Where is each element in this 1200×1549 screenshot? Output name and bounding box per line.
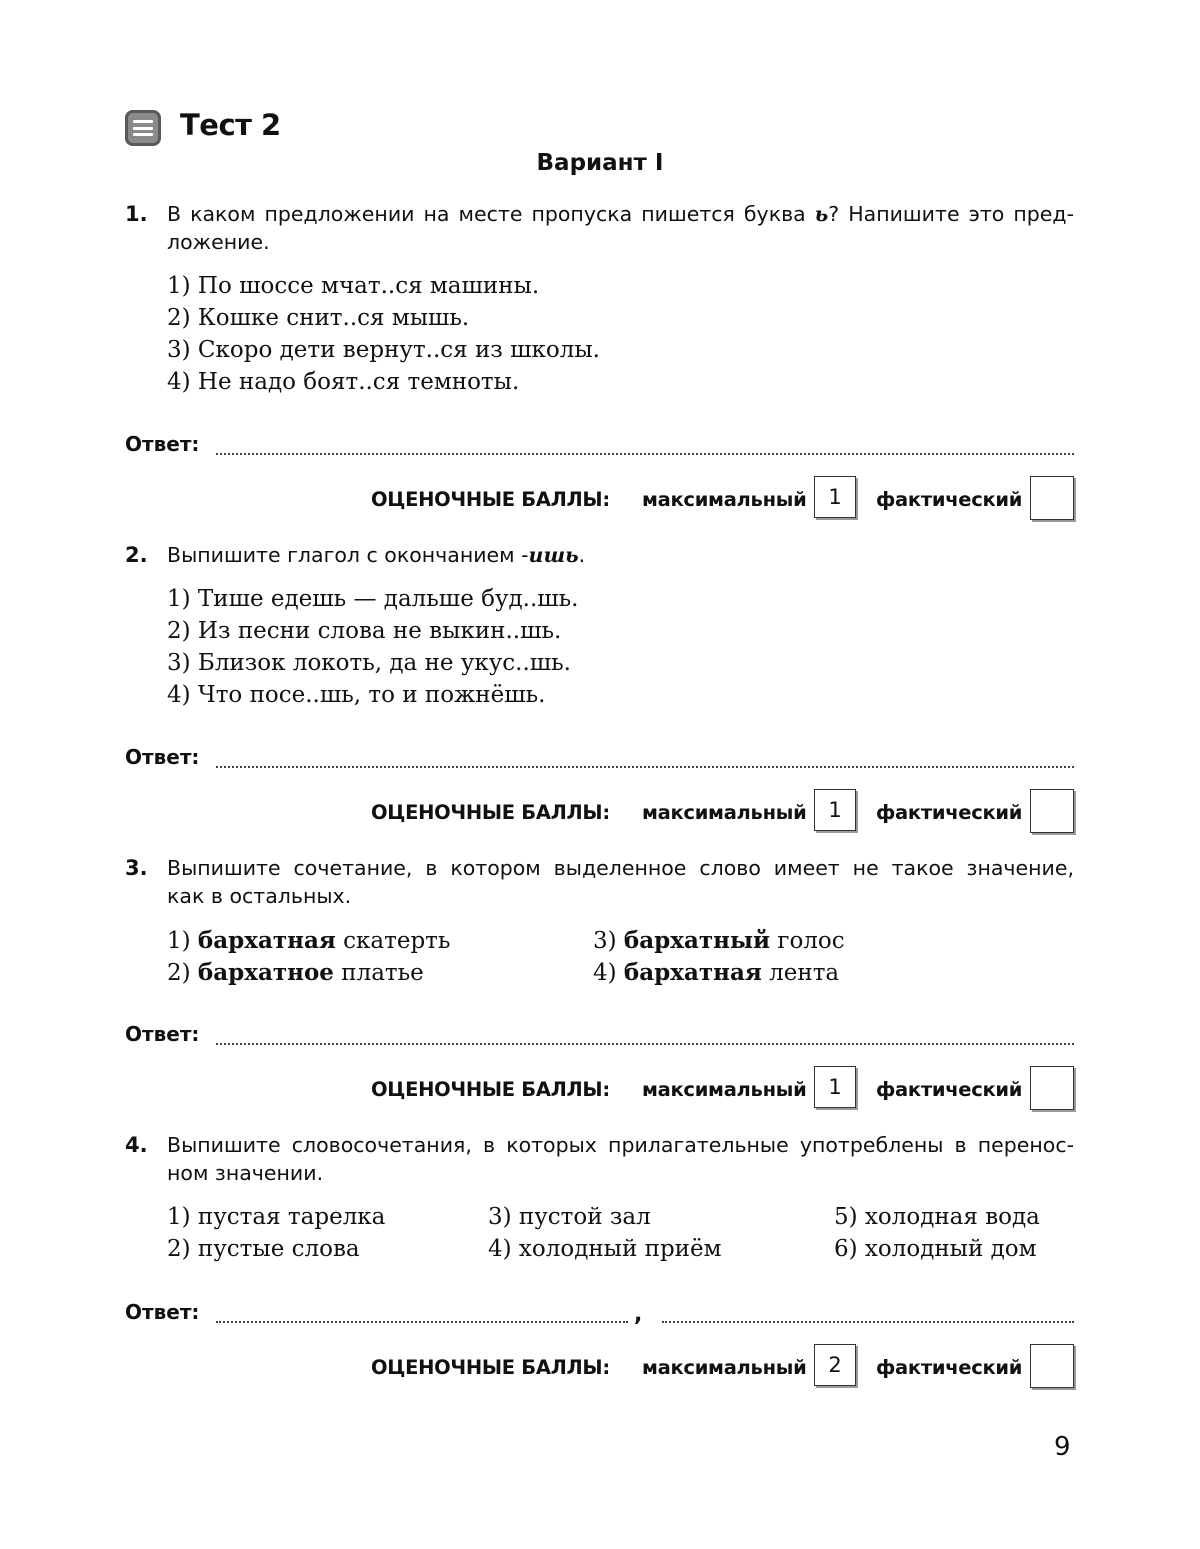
question-3-number: 3. — [125, 856, 148, 880]
page-number: 9 — [1054, 1432, 1071, 1462]
question-4-option-3: 3) пустой зал — [488, 1204, 651, 1230]
fact-score-label: фактический — [876, 1078, 1023, 1101]
question-2-text: Выпишите глагол с окончанием -ишь. — [167, 543, 586, 567]
question-2-scores — [0, 789, 1200, 835]
max-score-label: максимальный — [642, 488, 807, 511]
fact-score-box[interactable] — [1030, 789, 1074, 833]
question-3-option-4: 4) бархатная лента — [593, 959, 840, 986]
question-4-text: Выпишите словосочетания, в которых прилагательные употреблены в перенос- ном значении. — [167, 1133, 1074, 1185]
question-4-option-2: 2) пустые слова — [167, 1236, 360, 1262]
question-4-answer-line-2[interactable] — [662, 1321, 1074, 1323]
question-1-scores — [0, 476, 1200, 522]
max-score-label: максимальный — [642, 801, 807, 824]
test-list-icon — [125, 110, 161, 146]
question-2-answer-line[interactable] — [216, 766, 1074, 768]
question-3-answer-line[interactable] — [216, 1043, 1074, 1045]
question-4-answer-label: Ответ: — [125, 1300, 200, 1324]
question-3-text: Выпишите сочетание, в котором выделенное слово имеет не такое значение, как в остальных. — [167, 856, 1074, 908]
question-1-number: 1. — [125, 202, 148, 226]
answer-separator: , — [634, 1302, 643, 1327]
question-1-option-4: 4) Не надо боят..ся темноты. — [167, 369, 520, 395]
fact-score-label: фактический — [876, 1356, 1023, 1379]
max-score-label: максимальный — [642, 1356, 807, 1379]
question-2-option-1: 1) Тише едешь — дальше буд..шь. — [167, 586, 579, 612]
scores-label: ОЦЕНОЧНЫЕ БАЛЛЫ: — [371, 1356, 610, 1379]
question-1-answer-label: Ответ: — [125, 432, 200, 456]
fact-score-box[interactable] — [1030, 1066, 1074, 1110]
question-4-option-1: 1) пустая тарелка — [167, 1204, 386, 1230]
scores-label: ОЦЕНОЧНЫЕ БАЛЛЫ: — [371, 801, 610, 824]
question-2-option-4: 4) Что посе..шь, то и пожнёшь. — [167, 682, 546, 708]
variant-title: Вариант I — [536, 150, 664, 176]
question-4-scores — [0, 1344, 1200, 1390]
max-score-box: 1 — [814, 476, 856, 518]
max-score-box: 2 — [814, 1344, 856, 1386]
question-1-option-2: 2) Кошке снит..ся мышь. — [167, 305, 470, 331]
question-2-option-2: 2) Из песни слова не выкин..шь. — [167, 618, 562, 644]
question-3-answer-label: Ответ: — [125, 1022, 200, 1046]
fact-score-label: фактический — [876, 488, 1023, 511]
question-3-scores — [0, 1066, 1200, 1112]
test-title: Тест 2 — [180, 108, 281, 142]
fact-score-box[interactable] — [1030, 476, 1074, 520]
question-4-option-6: 6) холодный дом — [834, 1236, 1037, 1262]
question-4-number: 4. — [125, 1133, 148, 1157]
scores-label: ОЦЕНОЧНЫЕ БАЛЛЫ: — [371, 1078, 610, 1101]
question-1-answer-line[interactable] — [216, 453, 1074, 455]
question-1-option-3: 3) Скоро дети вернут..ся из школы. — [167, 337, 600, 363]
fact-score-label: фактический — [876, 801, 1023, 824]
fact-score-box[interactable] — [1030, 1344, 1074, 1388]
question-2-number: 2. — [125, 543, 148, 567]
question-4-answer-line-1[interactable] — [216, 1321, 628, 1323]
question-2-option-3: 3) Близок локоть, да не укус..шь. — [167, 650, 571, 676]
scores-label: ОЦЕНОЧНЫЕ БАЛЛЫ: — [371, 488, 610, 511]
max-score-label: максимальный — [642, 1078, 807, 1101]
question-3-option-2: 2) бархатное платье — [167, 959, 424, 986]
question-3-option-1: 1) бархатная скатерть — [167, 927, 451, 954]
question-3-option-3: 3) бархатный голос — [593, 927, 845, 954]
question-1-text: В каком предложении на месте пропуска пишется буква ь? Напишите это пред- ложение. — [167, 202, 1074, 254]
question-2-answer-label: Ответ: — [125, 745, 200, 769]
max-score-box: 1 — [814, 789, 856, 831]
question-4-option-4: 4) холодный приём — [488, 1236, 722, 1262]
question-1-option-1: 1) По шоссе мчат..ся машины. — [167, 273, 540, 299]
max-score-box: 1 — [814, 1066, 856, 1108]
question-4-option-5: 5) холодная вода — [834, 1204, 1040, 1230]
